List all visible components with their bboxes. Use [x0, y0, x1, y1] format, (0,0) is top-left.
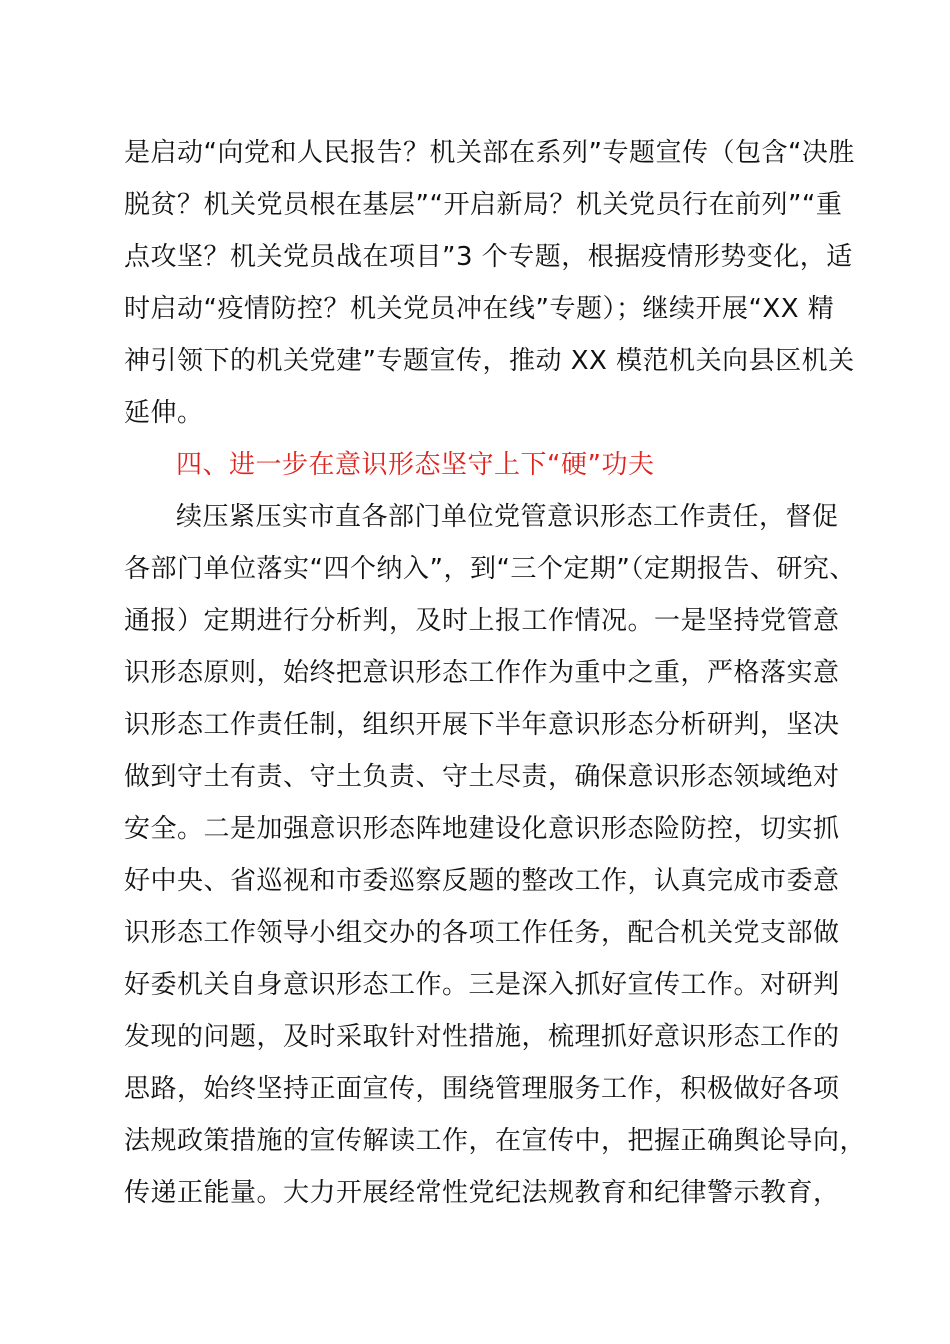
- paragraph-line: 延伸。: [124, 398, 204, 428]
- paragraph-line: 思路，始终坚持正面宣传，围绕管理服务工作，积极做好各项: [124, 1074, 840, 1104]
- section-heading: 四、进一步在意识形态坚守上下“硬”功夫: [176, 450, 655, 480]
- paragraph-line: 识形态原则，始终把意识形态工作作为重中之重，严格落实意: [124, 658, 840, 688]
- paragraph-line: 点攻坚？机关党员战在项目”3 个专题，根据疫情形势变化，适: [124, 242, 853, 272]
- paragraph-line: 传递正能量。大力开展经常性党纪法规教育和纪律警示教育，: [124, 1178, 840, 1208]
- paragraph-line: 通报）定期进行分析判，及时上报工作情况。一是坚持党管意: [124, 606, 840, 636]
- paragraph-line: 识形态工作领导小组交办的各项工作任务，配合机关党支部做: [124, 918, 840, 948]
- paragraph-line: 好委机关自身意识形态工作。三是深入抓好宣传工作。对研判: [124, 970, 840, 1000]
- paragraph-line: 时启动“疫情防控？机关党员冲在线”专题）；继续开展“XX 精: [124, 294, 835, 324]
- paragraph-line: 发现的问题，及时采取针对性措施，梳理抓好意识形态工作的: [124, 1022, 840, 1052]
- paragraph-line: 神引领下的机关党建”专题宣传，推动 XX 模范机关向县区机关: [124, 346, 855, 376]
- paragraph-line: 安全。二是加强意识形态阵地建设化意识形态险防控，切实抓: [124, 814, 840, 844]
- paragraph-line: 法规政策措施的宣传解读工作，在宣传中，把握正确舆论导向，: [124, 1126, 867, 1156]
- paragraph-line: 各部门单位落实“四个纳入”，到“三个定期”（定期报告、研究、: [124, 554, 856, 584]
- paragraph-line: 识形态工作责任制，组织开展下半年意识形态分析研判，坚决: [124, 710, 840, 740]
- paragraph-line: 好中央、省巡视和市委巡察反题的整改工作，认真完成市委意: [124, 866, 840, 896]
- paragraph-line: 续压紧压实市直各部门单位党管意识形态工作责任，督促: [176, 502, 839, 532]
- paragraph-line: 做到守土有责、守土负责、守土尽责，确保意识形态领域绝对: [124, 762, 840, 792]
- paragraph-line: 是启动“向党和人民报告？机关部在系列”专题宣传（包含“决胜: [124, 138, 855, 168]
- paragraph-line: 脱贫？机关党员根在基层”“开启新局？机关党员行在前列”“重: [124, 190, 843, 220]
